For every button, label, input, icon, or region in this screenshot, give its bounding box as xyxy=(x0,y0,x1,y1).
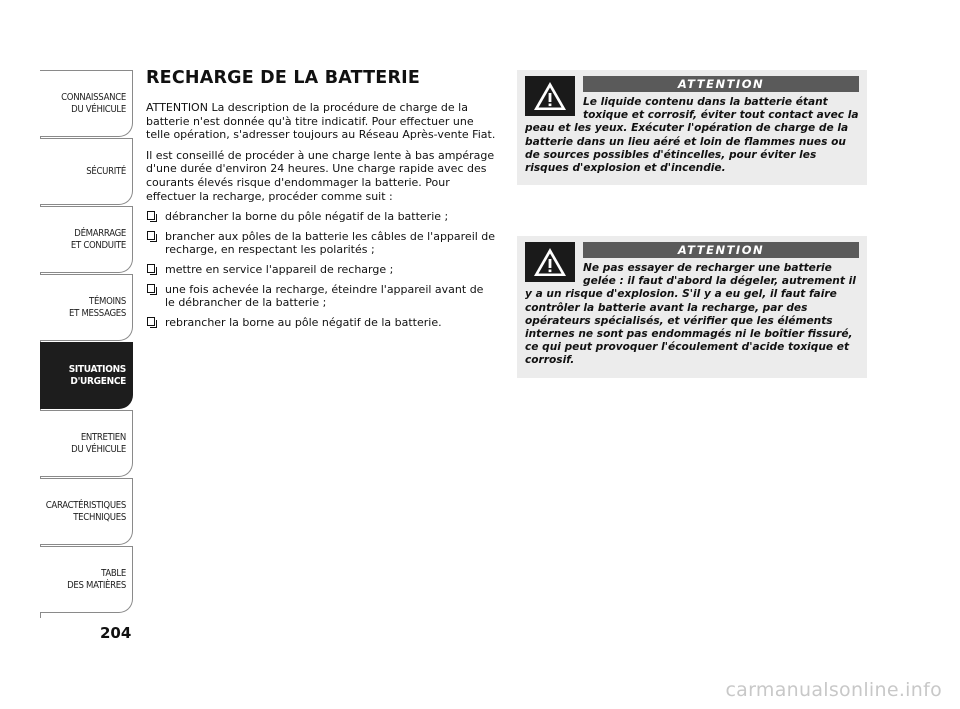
warning-triangle-icon xyxy=(525,76,575,116)
warning-box-acid xyxy=(517,70,867,185)
section-title: RECHARGE DE LA BATTERIE xyxy=(146,68,421,88)
list-item: une fois achevée la recharge, éteindre l'appareil avant de le débrancher de la batterie ; xyxy=(146,283,496,310)
warning-box-frozen-battery xyxy=(517,236,867,378)
warning-heading: ATTENTION xyxy=(583,242,859,258)
tab-label: TÉMOINS ET MESSAGES xyxy=(69,295,126,319)
tab-label: SITUATIONS D'URGENCE xyxy=(68,363,126,387)
warning-triangle-icon xyxy=(525,242,575,282)
list-item: rebrancher la borne au pôle négatif de la batterie. xyxy=(146,316,496,330)
checkbox-bullet-icon xyxy=(147,317,155,326)
tab-label: ENTRETIEN DU VÉHICULE xyxy=(71,431,126,455)
checkbox-bullet-icon xyxy=(147,284,155,293)
tab-label: CONNAISSANCE DU VÉHICULE xyxy=(61,91,126,115)
tab-label: SÉCURITÉ xyxy=(86,165,126,177)
tab-label: CARACTÉRISTIQUES TECHNIQUES xyxy=(45,499,126,523)
page-number: 204 xyxy=(100,624,132,642)
checkbox-bullet-icon xyxy=(147,264,155,273)
tab-label: DÉMARRAGE ET CONDUITE xyxy=(70,227,126,251)
warning-heading: ATTENTION xyxy=(583,76,859,92)
list-item: mettre en service l'appareil de recharge ; xyxy=(146,263,496,277)
tab-caracteristiques-techniques[interactable] xyxy=(40,478,133,545)
procedure-steps xyxy=(146,210,496,329)
checkbox-bullet-icon xyxy=(147,211,155,220)
tab-connaissance-du-vehicule[interactable] xyxy=(40,70,133,137)
tab-entretien-du-vehicule[interactable] xyxy=(40,410,133,477)
watermark: carmanualsonline.info xyxy=(725,679,942,701)
intro-paragraph: ATTENTION La description de la procédure de charge de la batterie n'est donnée qu'à titre indicatif. Pour effectuer une telle opération, s'adresser toujours au Réseau Après-vente Fiat. xyxy=(146,101,496,142)
tab-table-des-matieres[interactable] xyxy=(40,546,133,613)
tab-temoins-et-messages[interactable] xyxy=(40,274,133,341)
warning-text: Ne pas essayer de recharger une batterie gelée : il faut d'abord la dégeler, autrement il y a un risque d'explosion. S'il y a eu gel, il faut faire contrôler la batterie avant la recharge, par des opérateurs spécialisés, et vérifier que les éléments internes ne sont pas endommagés ni le boîtier fissuré, ce qui peut provoquer l'écoulement d'acide toxique et corrosif. xyxy=(525,262,856,367)
tab-demarrage-et-conduite[interactable] xyxy=(40,206,133,273)
list-item: débrancher la borne du pôle négatif de la batterie ; xyxy=(146,210,496,224)
tab-securite[interactable] xyxy=(40,138,133,205)
tab-label: TABLE DES MATIÈRES xyxy=(67,567,126,591)
list-item: brancher aux pôles de la batterie les câbles de l'appareil de recharge, en respectant les polarités ; xyxy=(146,230,496,257)
checkbox-bullet-icon xyxy=(147,231,155,240)
warning-text: Le liquide contenu dans la batterie étant toxique et corrosif, éviter tout contact avec la peau et les yeux. Exécuter l'opération de charge de la batterie dans un lieu aéré et loin de flammes nues ou de sources possibles d'étincelles, pour éviter les risques d'explosion et d'incendie. xyxy=(525,96,859,175)
tab-situations-d-urgence[interactable] xyxy=(40,342,133,409)
advice-paragraph: Il est conseillé de procéder à une charge lente à bas ampérage d'une durée d'environ 24 heures. Une charge rapide avec des courants élevés risque d'endommager la batterie. Pour effectuer la recharge, procéder comme suit : xyxy=(146,148,495,203)
main-content xyxy=(146,68,496,335)
